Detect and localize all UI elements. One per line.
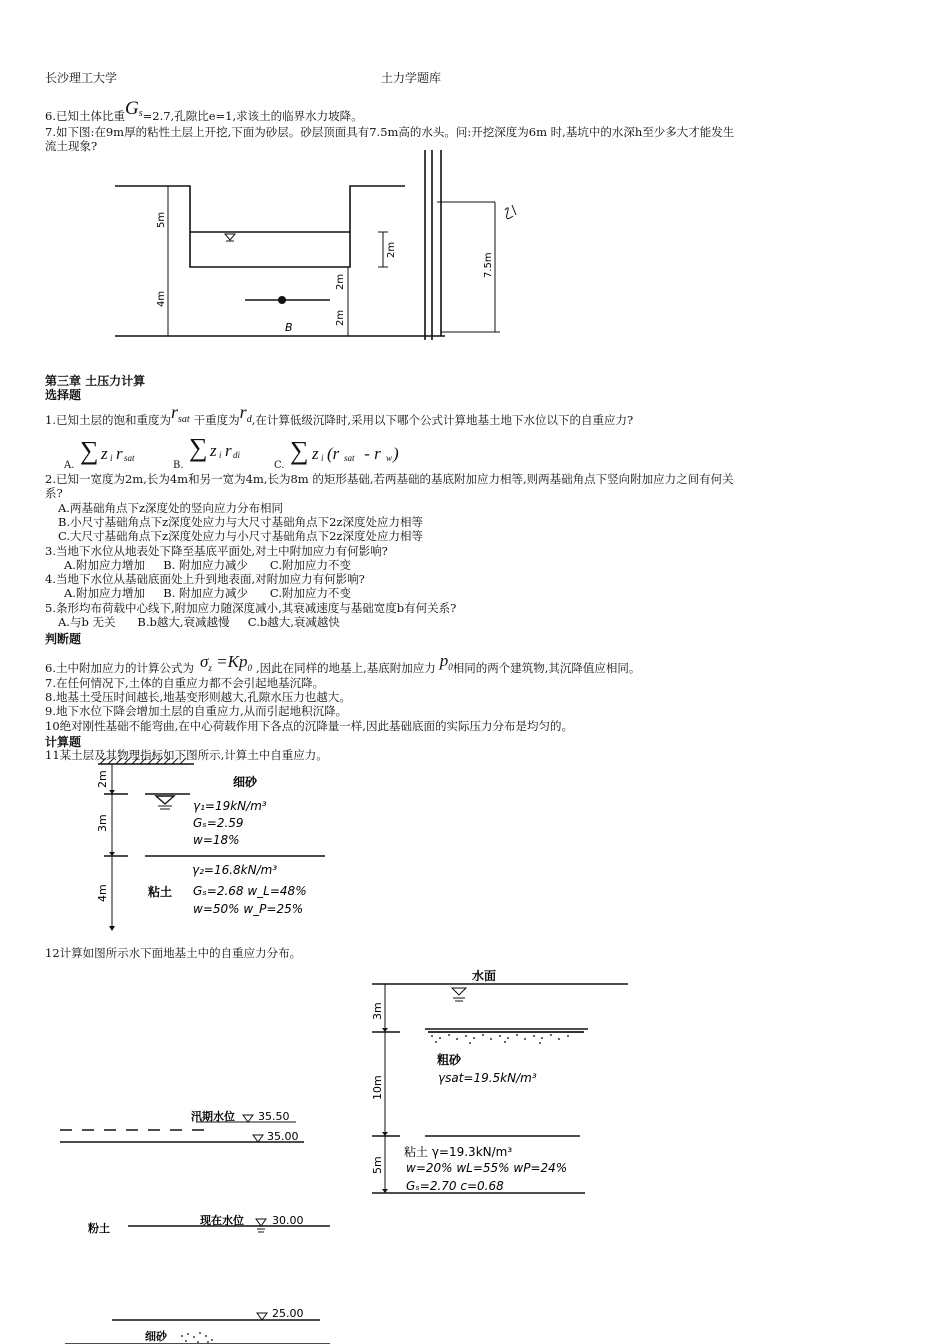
gs-2: Gₛ=2.68 w_L=48%: [193, 884, 307, 898]
gs-1: Gₛ=2.59: [193, 816, 244, 830]
dim-3m: 3m: [96, 814, 109, 832]
elev-35-50: 35.50: [258, 1110, 290, 1123]
choice-4-options: A.附加应力增加 B. 附加应力减少 C.附加应力不变: [64, 586, 351, 600]
choice-2-line1: 2.已知一宽度为2m,长为4m和另一宽为4m,长为8m 的矩形基础,若两基础的基底附加应力相等,则两基础角点下竖向附加应力之间有何关: [45, 472, 734, 486]
gamma-sat: γsat=19.5kN/m³: [438, 1071, 537, 1085]
judge-10: 10绝对刚性基础不能弯曲,在中心荷载作用下各点的沉降量一样,因此基础底面的实际压力分布是均匀的。: [45, 719, 573, 733]
choice-2-a: A.两基础角点下z深度处的竖向应力分布相同: [58, 501, 284, 515]
choice-3: 3.当地下水位从地表处下降至基底平面处,对土中附加应力有何影响?: [45, 544, 388, 558]
gamma-1: γ₁=19kN/m³: [193, 799, 267, 813]
choice-2-c: C.大尺寸基础角点下z深度处应力与小尺寸基础角点下2z深度处应力相等: [58, 529, 423, 543]
soil-clay: 粘土: [148, 885, 173, 899]
choice-2-line2: 系?: [45, 486, 63, 500]
section-judge: 判断题: [45, 632, 82, 646]
choice-5-options: A.与b 无关 B.b越大,衰减越慢 C.b越大,衰减越快: [58, 615, 340, 629]
dim-10m: 10m: [371, 1075, 384, 1100]
soil-coarse-sand: 粗砂: [437, 1053, 462, 1067]
clay-w: w=20% wL=55% wP=24%: [406, 1161, 568, 1175]
flood-level-label: 汛期水位: [191, 1110, 235, 1123]
calc-12: 12计算如图所示水下面地基土中的自重应力分布。: [45, 946, 302, 960]
water-surface-label: 水面: [472, 969, 497, 983]
choice-3-options: A.附加应力增加 B. 附加应力减少 C.附加应力不变: [64, 558, 351, 572]
dim-3m: 3m: [371, 1002, 384, 1020]
gamma-2: γ₂=16.8kN/m³: [192, 863, 278, 877]
label-B: B: [285, 321, 293, 334]
choice-4: 4.当地下水位从基础底面处上升到地表面,对附加应力有何影响?: [45, 572, 365, 586]
w-2: w=50% w_P=25%: [193, 902, 304, 916]
choice-1: 1.已知土层的饱和重度为rsat 干重度为rd,在计算低级沉降时,采用以下哪个公式计算地基土地下水位以下的自重应力?: [45, 402, 634, 427]
section-calc: 计算题: [45, 735, 82, 749]
elev-35-00: 35.00: [267, 1130, 299, 1143]
section-choice: 选择题: [45, 388, 82, 402]
dim-4m: 4m: [96, 884, 109, 902]
soil-silt: 粉土: [88, 1222, 110, 1235]
elev-30-00: 30.00: [272, 1214, 304, 1227]
dim-2m: 2m: [96, 770, 109, 788]
dim-2m-a: 2m: [335, 273, 346, 290]
elev-25-00: 25.00: [272, 1307, 304, 1320]
question-7-line1: 7.如下图:在9m厚的粘性土层上开挖,下面为砂层。砂层顶面具有7.5m高的水头。问:开挖深度为6m 时,基坑中的水深h至少多大才能发生: [45, 125, 735, 139]
soil-fine-sand: 细砂: [233, 775, 258, 789]
soil-clay-gamma: 粘土 γ=19.3kN/m³: [404, 1145, 513, 1159]
dim-4m: 4m: [156, 290, 167, 307]
water-level-figure-13: [0, 1100, 950, 1344]
soil-fine-sand-2: 细砂: [145, 1330, 167, 1343]
dim-7-5m: 7.5m: [483, 252, 494, 278]
w-1: w=18%: [193, 833, 240, 847]
judge-9: 9.地下水位下降会增加土层的自重应力,从而引起地积沉降。: [45, 704, 348, 718]
excavation-figure: [0, 150, 950, 350]
calc-11: 11某土层及其物理指标如下图所示,计算土中自重应力。: [45, 748, 328, 762]
judge-6: 6.土中附加应力的计算公式为 σz =Kp0 ,因此在同样的地基上,基底附加应力 p0相同的两个建筑物,其沉降值应相同。: [45, 651, 641, 675]
dim-5m: 5m: [156, 211, 167, 228]
judge-7: 7.在任何情况下,土体的自重应力都不会引起地基沉降。: [45, 676, 325, 690]
chapter-title: 第三章 土压力计算: [45, 374, 146, 388]
header-school: 长沙理工大学: [45, 71, 118, 85]
dim-2m-c: 2m: [386, 241, 397, 258]
clay-gs: Gₛ=2.70 c=0.68: [406, 1179, 504, 1193]
coarse-sand-texture: [428, 1031, 584, 1044]
current-level-label: 现在水位: [200, 1214, 244, 1227]
question-6: 6.已知土体比重Gs=2.7,孔隙比e=1,求该土的临界水力坡降。: [45, 98, 363, 123]
soil-profile-figure-11: [0, 760, 950, 940]
dim-5m: 5m: [371, 1156, 384, 1174]
dim-2m-b: 2m: [335, 309, 346, 326]
question-7-line2: 流土现象?: [45, 139, 98, 153]
choice-5: 5.条形均布荷载中心线下,附加应力随深度减小,其衰减速度与基础宽度b有何关系?: [45, 601, 457, 615]
choice-2-b: B.小尺寸基础角点下z深度处应力与大尺寸基础角点下2z深度处应力相等: [58, 515, 424, 529]
header-title: 土力学题库: [381, 71, 442, 85]
judge-8: 8.地基土受压时间越长,地基变形则越大,孔隙水压力也越大。: [45, 690, 351, 704]
